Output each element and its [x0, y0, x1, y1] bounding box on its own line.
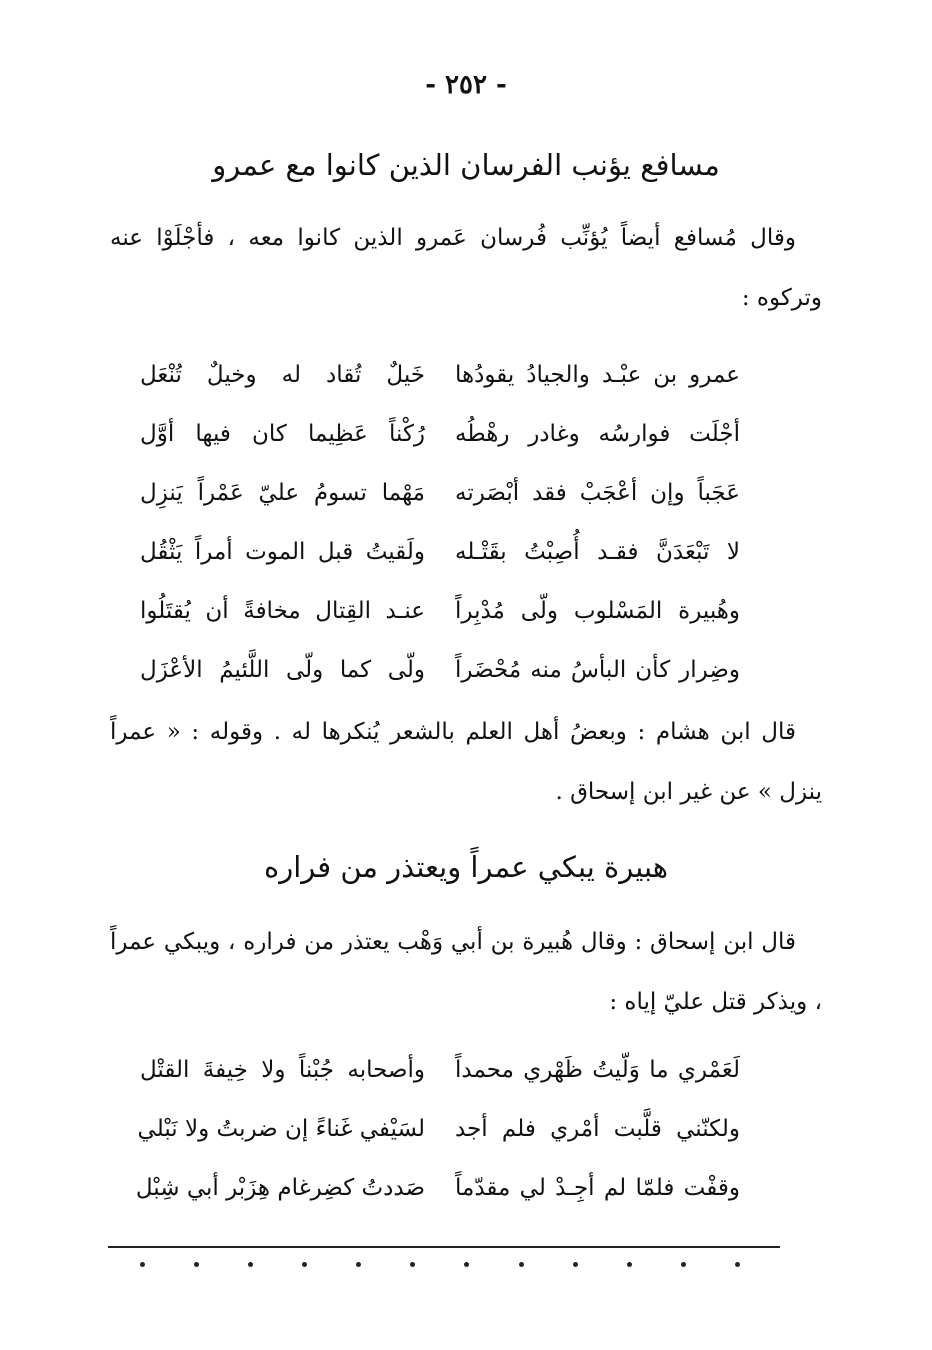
first-hemistich: عَجَباً وإن أعْجَبْ فقد أبْصَرته [455, 479, 740, 506]
dotted-line [140, 1262, 740, 1267]
second-hemistich: لسَيْفي غَناءً إن ضربتُ ولا نَبْلي [137, 1115, 425, 1142]
poem-2 [135, 1040, 740, 1217]
verse [140, 640, 740, 699]
verse [140, 581, 740, 640]
second-hemistich: ولّى كما ولّى اللَّئيمُ الأعْزَل [140, 656, 425, 683]
section-title-1: مسافع يؤنب الفرسان الذين كانوا مع عمرو [212, 148, 720, 182]
second-hemistich: خَيلٌ تُقاد له وخيلٌ تُنْعَل [140, 361, 425, 388]
second-hemistich: ولَقيتُ قبل الموت أمراً يَثْقُل [140, 538, 425, 565]
dot [519, 1262, 524, 1267]
verse [140, 522, 740, 581]
verse [137, 1099, 740, 1158]
footnote-rule [108, 1246, 780, 1248]
second-hemistich: عنـد القِتال مخافةً أن يُقتَلُوا [140, 597, 425, 624]
first-hemistich: وهُبيرة المَسْلوب ولّى مُدْبِراً [455, 597, 740, 624]
verse [140, 1040, 740, 1099]
page-number: - ٢٥٢ - [425, 70, 507, 100]
dot [573, 1262, 578, 1267]
intro-paragraph-1 [110, 208, 822, 328]
verse [140, 404, 740, 463]
intro-paragraph-2 [110, 912, 822, 1032]
first-hemistich: عمرو بن عبْـد والجيادُ يقودُها [455, 361, 740, 388]
dot [735, 1262, 740, 1267]
section-title-2: هبيرة يبكي عمراً ويعتذر من فراره [264, 850, 668, 884]
dot [302, 1262, 307, 1267]
note-paragraph [110, 702, 822, 822]
second-hemistich: صَددتُ كضِرغام هِزَبْر أبي شِبْل [135, 1174, 425, 1201]
dot [140, 1262, 145, 1267]
poem-1 [140, 345, 740, 699]
intro-text-2: قال ابن إسحاق : وقال هُبيرة بن أبي وَهْب يعتذر من فراره ، ويبكي عمراً ، ويذكر قتل عليّ إياه : [110, 929, 822, 1015]
verse [135, 1158, 740, 1217]
note-text: قال ابن هشام : وبعضُ أهل العلم بالشعر يُنكرها له . وقوله : « عمراً ينزل » عن غير ابن إسحاق . [110, 719, 822, 805]
dot [681, 1262, 686, 1267]
first-hemistich: لَعَمْري ما وَلّيتُ ظَهْري محمداً [455, 1056, 740, 1083]
dot [248, 1262, 253, 1267]
dot [410, 1262, 415, 1267]
verse [140, 345, 740, 404]
intro-text-1: وقال مُسافع أيضاً يُؤنِّب فُرسان عَمرو الذين كانوا معه ، فأجْلَوْا عنه وتركوه : [110, 225, 822, 311]
first-hemistich: لا تَبْعَدَنَّ فقـد أُصِبْتُ بقَتْـله [455, 538, 740, 565]
first-hemistich: أجْلَت فوارسُه وغادر رهْطُه [455, 420, 740, 447]
first-hemistich: وقفْت فلمّا لم أجِـدْ لي مقدّماً [455, 1174, 740, 1201]
dot [627, 1262, 632, 1267]
first-hemistich: وضِرار كأن البأسُ منه مُحْضَراً [455, 656, 740, 683]
dot [464, 1262, 469, 1267]
dot [194, 1262, 199, 1267]
second-hemistich: مَهْما تسومُ عليّ عَمْراً يَنزِل [140, 479, 425, 506]
second-hemistich: رُكْناً عَظِيما كان فيها أوَّل [140, 420, 425, 447]
dot [356, 1262, 361, 1267]
verse [140, 463, 740, 522]
first-hemistich: ولكنّني قلَّبت أمْري فلم أجد [455, 1115, 740, 1142]
second-hemistich: وأصحابه جُبْناً ولا خِيفةَ القتْل [140, 1056, 425, 1083]
